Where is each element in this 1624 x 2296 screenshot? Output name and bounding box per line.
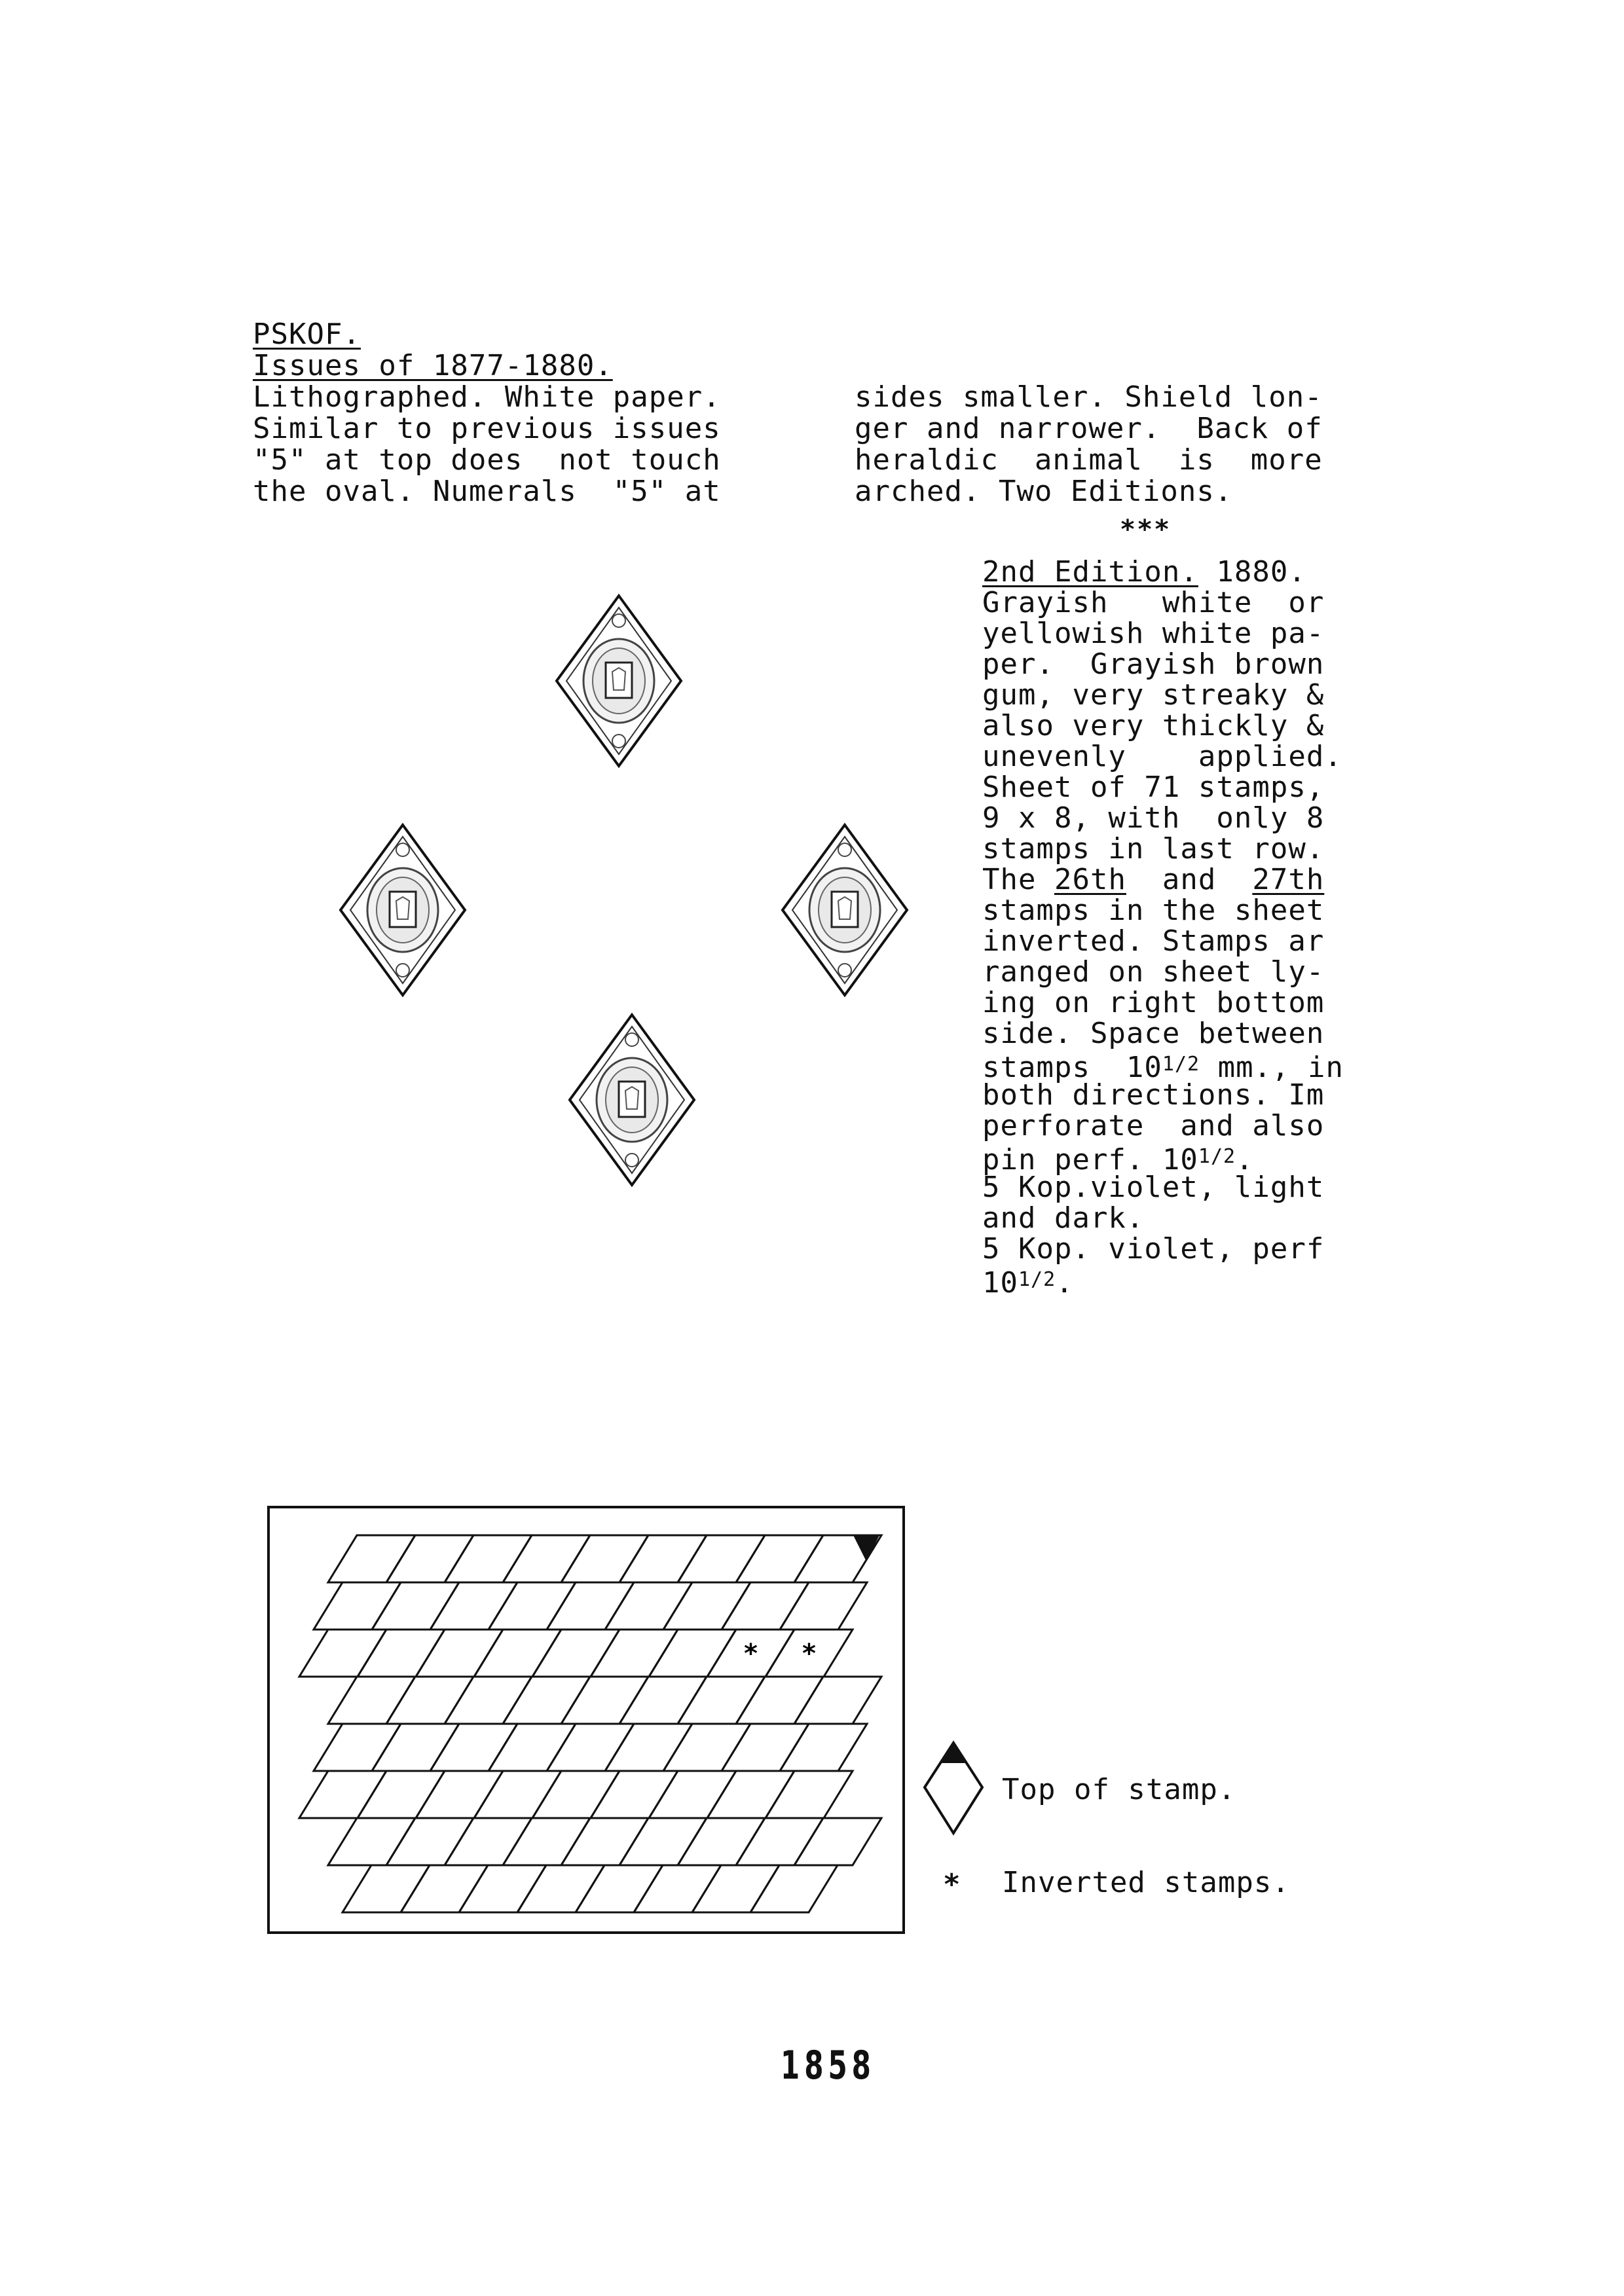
fraction: 1/2 — [1162, 1053, 1200, 1076]
edition-line-4: gum, very streaky & — [982, 678, 1325, 712]
stamp-27-ref: 27th — [1252, 863, 1325, 896]
edition-line-1: Grayish white or — [982, 586, 1325, 619]
legend-inverted: Inverted stamps. — [1002, 1866, 1290, 1899]
edition-line-12: inverted. Stamps ar — [982, 924, 1325, 958]
edition-line-15: side. Space between — [982, 1017, 1325, 1050]
edition-line-8: 9 x 8, with only 8 — [982, 801, 1325, 835]
edition-text: and — [1126, 863, 1253, 896]
right-line-4: arched. Two Editions. — [855, 475, 1233, 508]
edition-line-6: unevenly applied. — [982, 740, 1342, 773]
edition-line-7: Sheet of 71 stamps, — [982, 771, 1325, 804]
left-line-3: Similar to previous issues — [253, 412, 721, 445]
edition-text: 10 — [982, 1266, 1018, 1300]
left-line-2: Lithographed. White paper. — [253, 380, 721, 414]
legend-top-of-stamp: Top of stamp. — [1002, 1773, 1236, 1806]
edition-line-9: stamps in last row. — [982, 832, 1325, 866]
right-line-1: sides smaller. Shield lon- — [855, 380, 1323, 414]
edition-line-11: stamps in the sheet — [982, 894, 1325, 927]
top-marker-icon — [940, 1743, 967, 1763]
edition-text: The — [982, 863, 1054, 896]
edition-line-20: 5 Kop.violet, light — [982, 1171, 1325, 1204]
edition-line-2: yellowish white pa- — [982, 617, 1325, 650]
section-separator: *** — [1120, 515, 1172, 545]
edition-line-13: ranged on sheet ly- — [982, 955, 1325, 989]
edition-line-5: also very thickly & — [982, 709, 1325, 742]
edition-line-3: per. Grayish brown — [982, 647, 1325, 681]
edition-text: stamps 10 — [982, 1051, 1162, 1084]
edition-line-22: 5 Kop. violet, perf — [982, 1232, 1325, 1266]
left-line-5: the oval. Numerals "5" at — [253, 475, 721, 508]
edition-text: mm., in — [1200, 1051, 1344, 1084]
left-line-4: "5" at top does not touch — [253, 443, 721, 477]
left-line-1: Issues of 1877-1880. — [253, 349, 613, 382]
right-line-2: ger and narrower. Back of — [855, 412, 1323, 445]
edition-year: 1880. — [1198, 555, 1306, 589]
fraction: 1/2 — [1198, 1145, 1236, 1168]
page-number: 1858 — [781, 2043, 876, 2088]
edition-line-17: both directions. Im — [982, 1078, 1325, 1112]
edition-heading: 2nd Edition. — [982, 555, 1198, 589]
legend-inverted-marker: * — [943, 1868, 961, 1901]
section-heading: PSKOF. — [253, 318, 361, 351]
edition-text: pin perf. 10 — [982, 1143, 1198, 1176]
edition-text: . — [1056, 1266, 1074, 1300]
edition-line-21: and dark. — [982, 1201, 1145, 1235]
right-line-3: heraldic animal is more — [855, 443, 1323, 477]
edition-line-18: perforate and also — [982, 1109, 1325, 1142]
inverted-stamp-marker: * — [743, 1639, 759, 1669]
stamp-26-ref: 26th — [1054, 863, 1126, 896]
inverted-stamp-marker: * — [801, 1639, 817, 1669]
edition-line-14: ing on right bottom — [982, 986, 1325, 1019]
edition-text: . — [1236, 1143, 1254, 1176]
fraction: 1/2 — [1018, 1268, 1056, 1291]
